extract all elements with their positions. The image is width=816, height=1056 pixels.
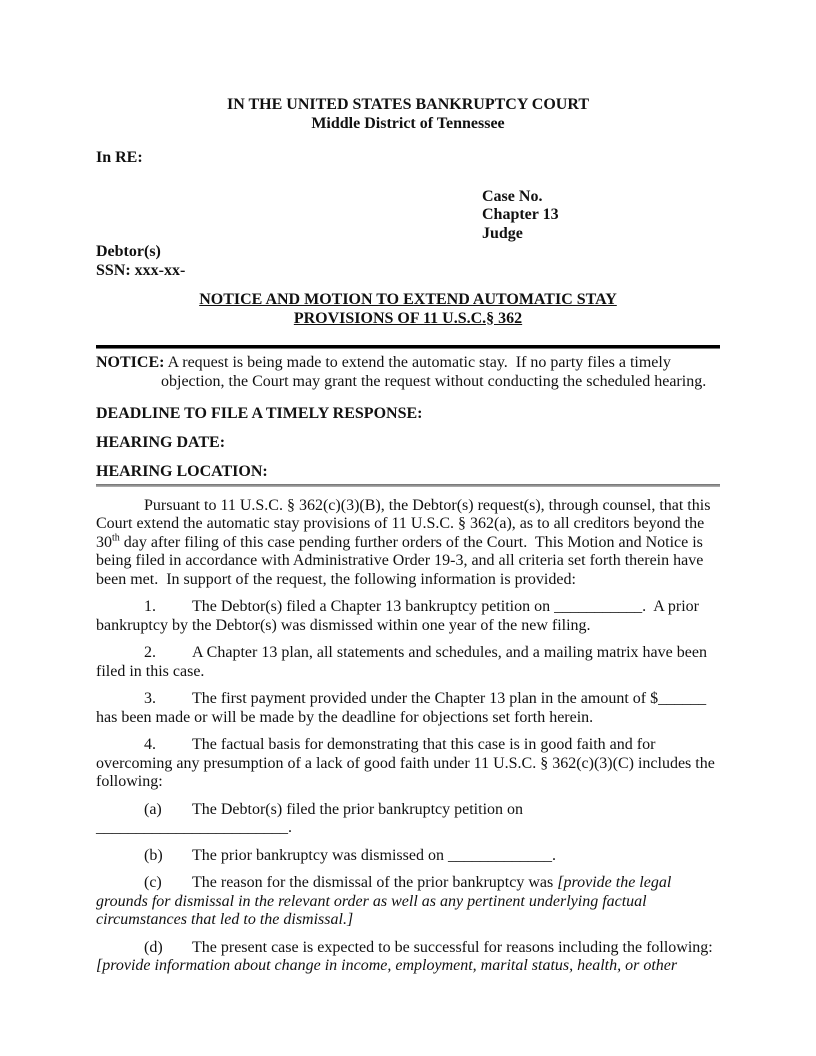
motion-item-1 [96,598,720,635]
motion-item-4 [96,736,720,792]
judge-label: Judge [482,224,523,242]
motion-title-line1: NOTICE AND MOTION TO EXTEND AUTOMATIC STAY [199,291,617,308]
subitem-text-b: The prior bankruptcy was dismissed on _____________. [192,846,556,864]
motion-subitem-c [96,874,720,930]
subitem-letter-d: (d) [144,938,163,956]
deadline-heading: DEADLINE TO FILE A TIMELY RESPONSE: [96,405,423,422]
notice-label: NOTICE: [96,354,165,371]
motion-subitem-d [96,939,720,976]
item-text-2: A Chapter 13 plan, all statements and schedules, and a mailing matrix have been filed in this case. [96,644,707,680]
item-number-4: 4. [144,736,156,753]
motion-title [96,291,720,328]
motion-subitem-a [96,801,720,838]
case-number-label: Case No. [482,187,543,205]
item-text-4: The factual basis for demonstrating that this case is in good faith and for overcoming any presumption of a lack of good faith under 11 U.S.C. § 362(c)(3)(C) includes the following: [96,736,715,790]
notice-box-bottom-rule [96,484,720,487]
notice-box-top-rule [96,345,720,349]
notice-paragraph [96,354,720,391]
motion-title-line2: PROVISIONS OF 11 U.S.C.§ 362 [293,309,523,327]
subitem-letter-b: (b) [144,846,163,864]
case-caption [96,149,720,280]
motion-item-2 [96,644,720,681]
item-number-2: 2. [144,644,156,661]
subitem-letter-a: (a) [144,800,162,818]
ssn-label: SSN: xxx-xx- [96,261,186,279]
item-text-3: The first payment provided under the Chapter 13 plan in the amount of $______ has been made or will be made by the deadline for objections set forth herein. [96,690,707,726]
court-header [96,96,720,133]
in-re-label: In RE: [96,149,143,166]
court-district: Middle District of Tennessee [311,114,505,132]
intro-paragraph: Pursuant to 11 U.S.C. § 362(c)(3)(B), the Debtor(s) request(s), through counsel, that this Court extend the automatic stay provisions of 11 U.S.C. § 362(a), as to all creditors beyond the 30th day after filing of this case pending further orders of the Court. This Motion and Notice is being filed in accordance with Administrative Order 19-3, and all criteria set forth therein have been met. In support of the request, the following information is provided: [96,496,711,588]
case-info-block [482,188,720,244]
subitem-text-d: The present case is expected to be successful for reasons including the following: [provide information about change in income, employment, marital status, health, or other [96,938,713,974]
motion-subitem-b [96,847,720,866]
subitem-text-a: The Debtor(s) filed the prior bankruptcy petition on ________________________. [96,800,524,836]
debtor-label: Debtor(s) [96,243,161,260]
notice-text: A request is being made to extend the automatic stay. If no party files a timely objection, the Court may grant the request without conducting the scheduled hearing. [161,354,707,390]
item-number-3: 3. [144,690,156,707]
item-text-1: The Debtor(s) filed a Chapter 13 bankruptcy petition on ___________. A prior bankruptcy by the Debtor(s) was dismissed within one year of the new filing. [96,598,700,634]
motion-item-3 [96,690,720,727]
subitem-text-c: The reason for the dismissal of the prior bankruptcy was [provide the legal grounds for dismissal in the relevant order as well as any pertinent underlying factual circumstances that led to the dismissal.] [96,874,672,928]
subitem-letter-c: (c) [144,874,162,891]
chapter-label: Chapter 13 [482,206,559,223]
hearing-date-heading: HEARING DATE: [96,434,226,451]
court-title: IN THE UNITED STATES BANKRUPTCY COURT [226,96,590,113]
item-number-1: 1. [144,598,156,615]
hearing-location-heading: HEARING LOCATION: [96,463,268,480]
